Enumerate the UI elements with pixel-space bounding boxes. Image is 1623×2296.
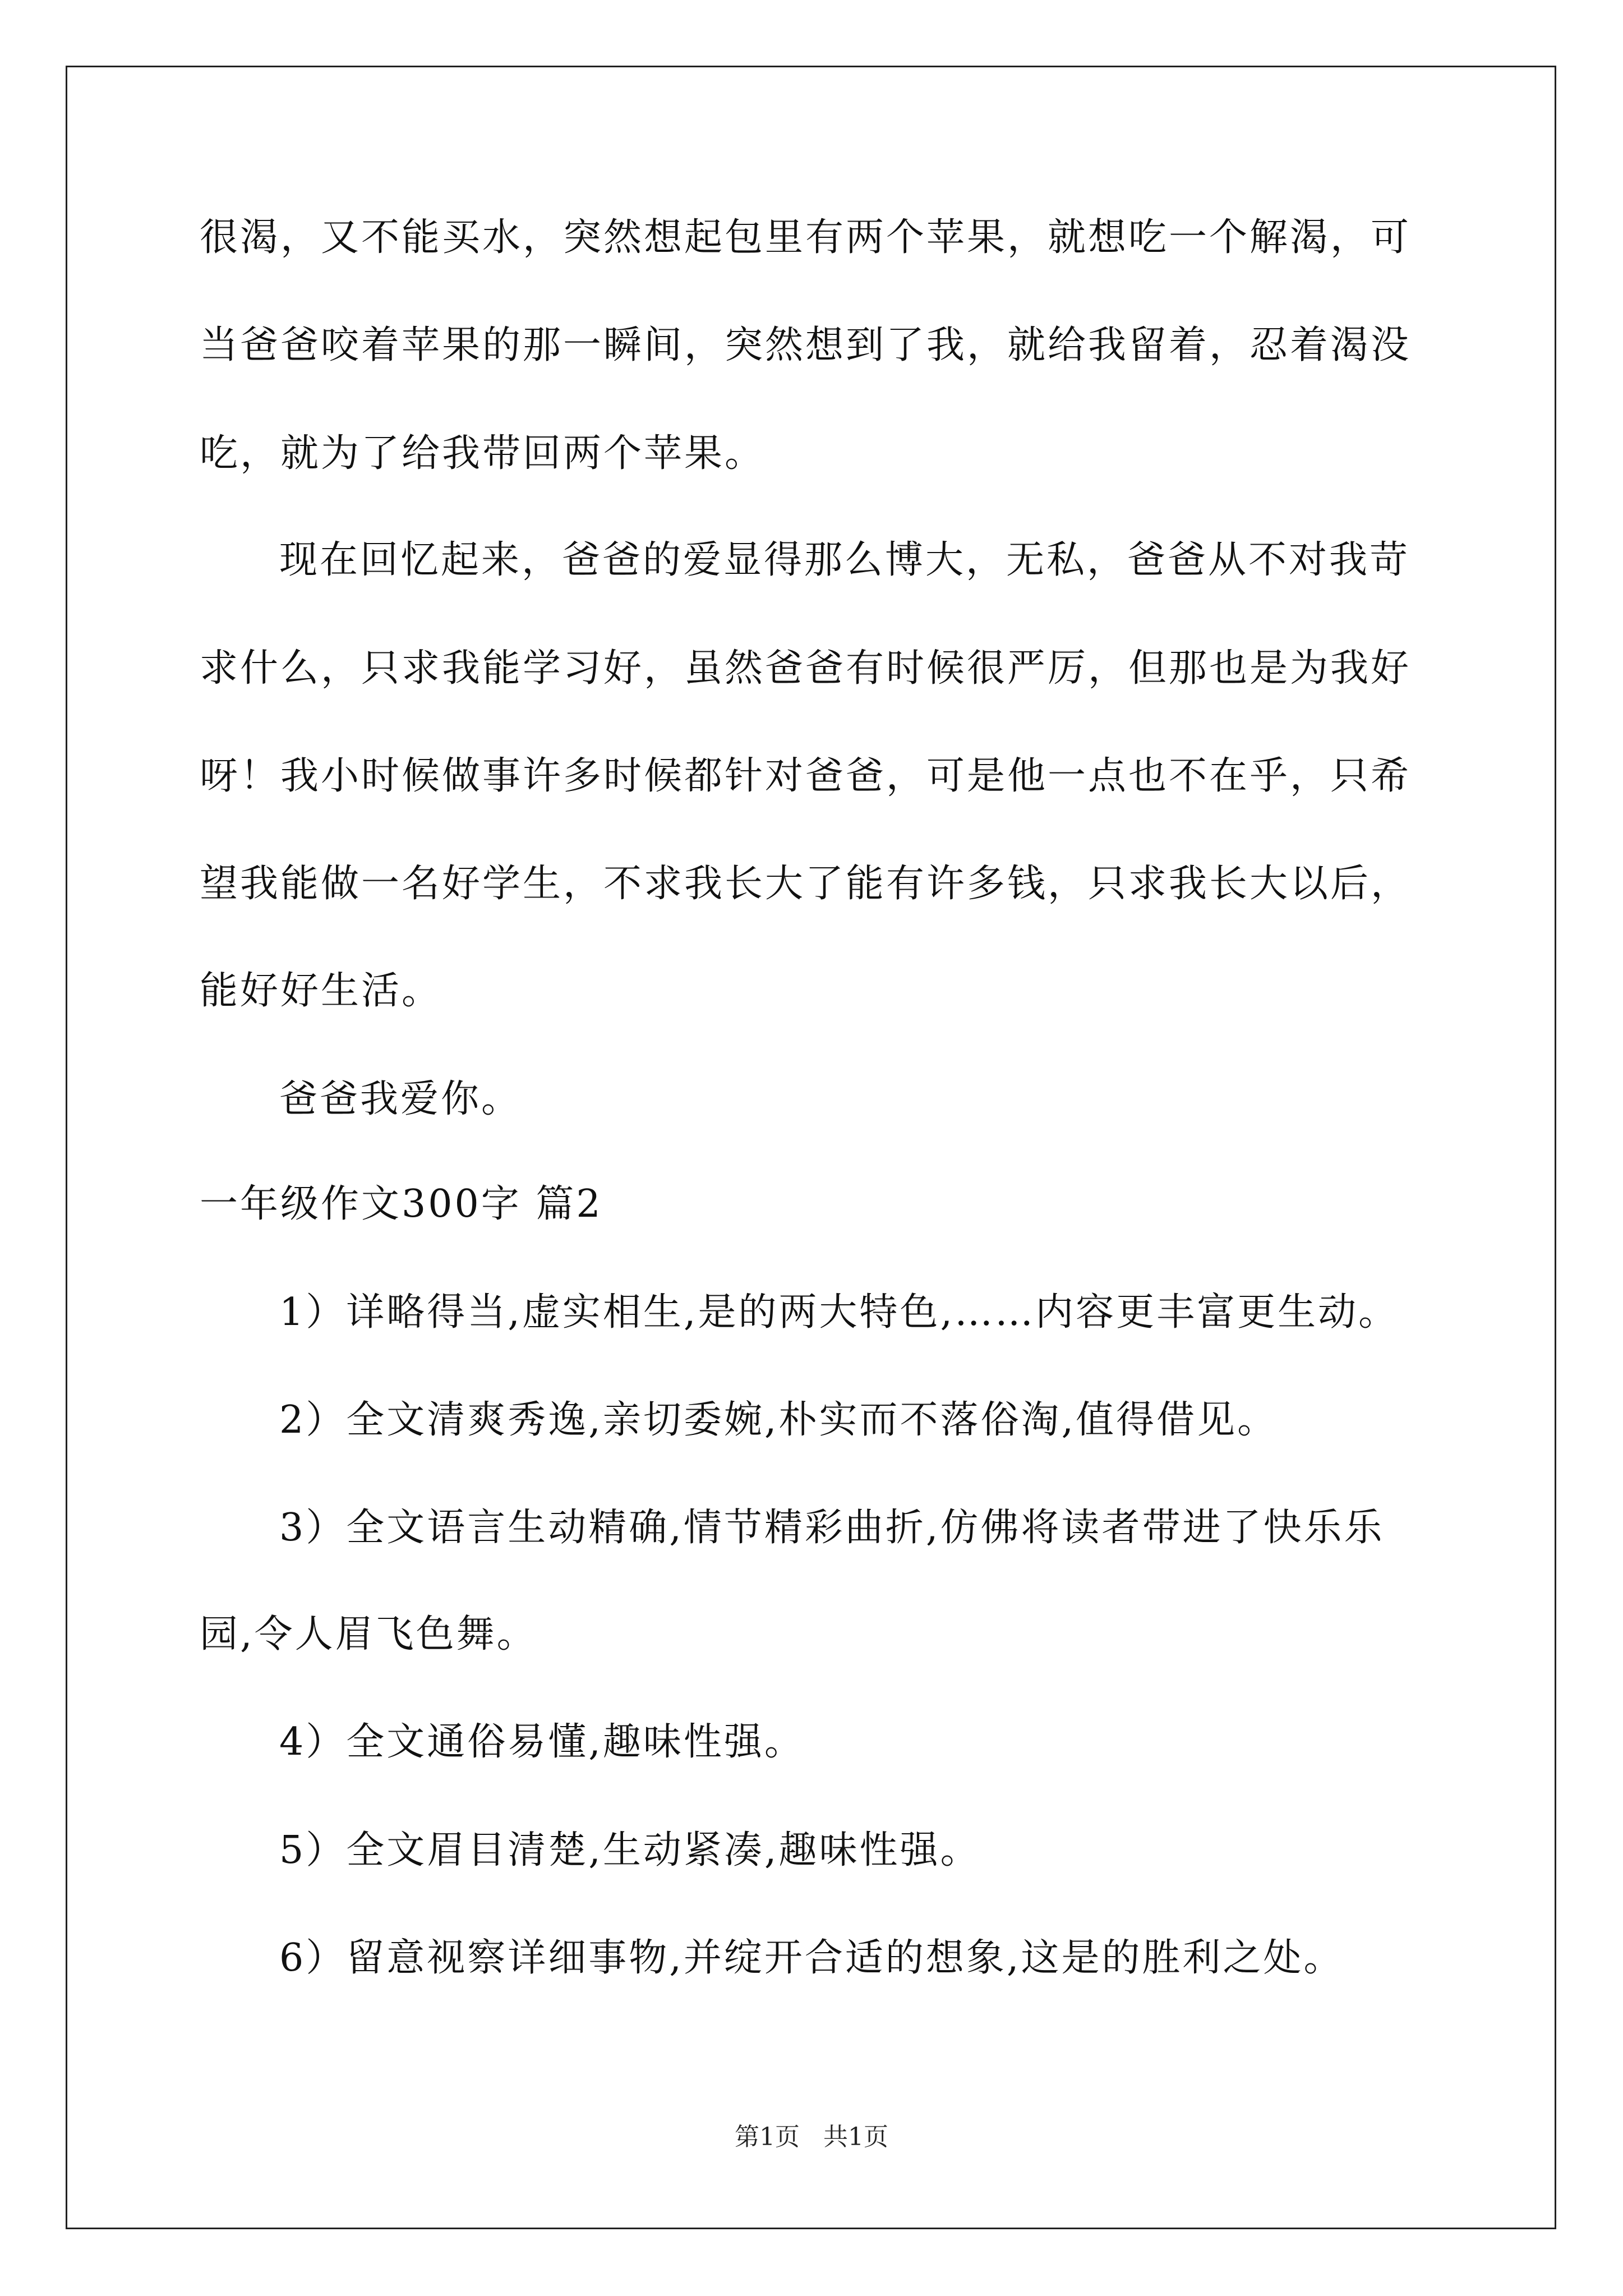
paragraph-line: 能好好生活。	[200, 969, 442, 1013]
list-item: 3）全文语言生动精确,情节精彩曲折,仿佛将读者带进了快乐乐	[279, 1506, 1385, 1550]
page-total: 共1页	[823, 2123, 888, 2151]
list-item: 1）详略得当,虚实相生,是的两大特色,……内容更丰富更生动。	[279, 1290, 1399, 1335]
list-item-continuation: 园,令人眉飞色舞。	[200, 1612, 537, 1657]
page-number: 第1页	[735, 2123, 800, 2151]
paragraph-line: 呀！我小时候做事许多时候都针对爸爸，可是他一点也不在乎，只希	[200, 754, 1412, 798]
page-footer	[0, 2120, 1623, 2154]
paragraph-line: 求什么，只求我能学习好，虽然爸爸有时候很严厉，但那也是为我好	[200, 646, 1412, 691]
list-item: 6）留意视察详细事物,并绽开合适的想象,这是的胜利之处。	[279, 1936, 1344, 1980]
page-border	[66, 66, 1556, 2229]
list-item: 4）全文通俗易懂,趣味性强。	[279, 1720, 805, 1764]
paragraph-line: 吃，就为了给我带回两个苹果。	[200, 431, 766, 476]
paragraph-line: 爸爸我爱你。	[279, 1077, 522, 1121]
paragraph-line: 很渴，又不能买水，突然想起包里有两个苹果，就想吃一个解渴，可	[200, 215, 1412, 260]
paragraph-line: 现在回忆起来，爸爸的爱显得那么博大，无私，爸爸从不对我苛	[279, 538, 1410, 582]
section-heading: 一年级作文300字 篇2	[200, 1182, 603, 1226]
list-item: 5）全文眉目清楚,生动紧凑,趣味性强。	[279, 1828, 981, 1872]
list-item: 2）全文清爽秀逸,亲切委婉,朴实而不落俗淘,值得借见。	[279, 1398, 1278, 1442]
paragraph-line: 望我能做一名好学生，不求我长大了能有许多钱，只求我长大以后，	[200, 862, 1412, 906]
paragraph-line: 当爸爸咬着苹果的那一瞬间，突然想到了我，就给我留着，忍着渴没	[200, 323, 1412, 367]
